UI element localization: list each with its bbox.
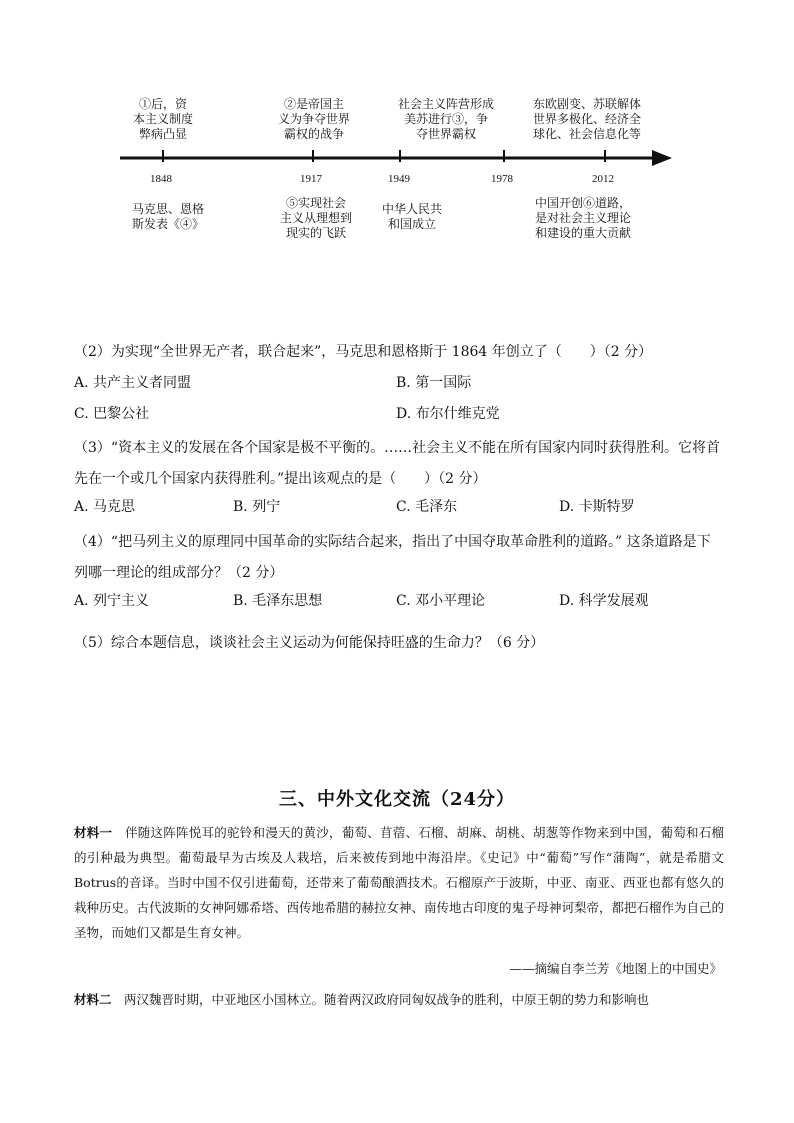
timeline-bottom-label-4: 中国开创⑥道路， 是对社会主义理论 和建设的重大贡献 bbox=[534, 196, 631, 240]
q4-option-b: B. 毛泽东思想 bbox=[233, 593, 323, 609]
timeline-year-1949: 1949 bbox=[388, 173, 410, 185]
timeline-arrow-icon bbox=[652, 150, 672, 166]
timeline-year-1848: 1848 bbox=[150, 173, 172, 185]
material-2-label: 材料二 bbox=[74, 992, 112, 1007]
question-2: （2）为实现“全世界无产者，联合起来”，马克思和恩格斯于 1864 年创立了（ ）（2 分） bbox=[74, 344, 653, 360]
material-1-source: ——摘编自李兰芳《地图上的中国史》 bbox=[509, 961, 722, 976]
timeline-bottom-label-3: 中华人民共 和国成立 bbox=[381, 202, 442, 231]
timeline-bottom-label-1: 马克思、恩格 斯发表《④》 bbox=[131, 202, 204, 231]
material-2 bbox=[74, 987, 724, 1012]
material-2-text: 两汉魏晋时期，中亚地区小国林立。随着两汉政府同匈奴战争的胜利，中原王朝的势力和影响也 bbox=[124, 992, 650, 1007]
q4-option-d: D. 科学发展观 bbox=[559, 593, 649, 609]
question-4: （4）“把马列主义的原理同中国革命的实际结合起来，指出了中国夺取革命胜利的道路。” 这条道路是下列哪一理论的组成部分？（2 分） bbox=[74, 534, 711, 581]
q3-option-c: C. 毛泽东 bbox=[396, 499, 458, 515]
q2-option-b: B. 第一国际 bbox=[396, 375, 472, 391]
timeline-top-label-4: 东欧剧变、苏联解体 世界多极化、经济全 球化、社会信息化等 bbox=[532, 97, 641, 141]
q3-option-a: A. 马克思 bbox=[74, 499, 136, 515]
timeline-year-2012: 2012 bbox=[592, 173, 614, 185]
q2-option-c: C. 巴黎公社 bbox=[74, 406, 150, 422]
q3-option-b: B. 列宁 bbox=[233, 499, 281, 515]
section-title: 三、中外文化交流（24分） bbox=[278, 789, 516, 810]
timeline-year-1978: 1978 bbox=[491, 173, 513, 185]
q2-option-d: D. 布尔什维克党 bbox=[396, 406, 500, 422]
q4-option-a: A. 列宁主义 bbox=[74, 593, 150, 609]
timeline-top-label-1: ①后，资 本主义制度 弊病凸显 bbox=[132, 97, 193, 141]
q3-option-d: D. 卡斯特罗 bbox=[559, 499, 635, 515]
timeline-top-label-2: ②是帝国主 义为争夺世界 霸权的战争 bbox=[277, 97, 350, 141]
q4-option-c: C. 邓小平理论 bbox=[396, 593, 486, 609]
material-1-label: 材料一 bbox=[74, 825, 113, 840]
timeline-bottom-label-2: ⑤实现社会 主义从理想到 现实的飞跃 bbox=[279, 196, 352, 240]
q2-option-a: A. 共产主义者同盟 bbox=[74, 375, 192, 391]
timeline-top-label-3: 社会主义阵营形成 美苏进行③，争 夺世界霸权 bbox=[397, 97, 494, 141]
question-5: （5）综合本题信息，谈谈社会主义运动为何能保持旺盛的生命力？（6 分） bbox=[74, 635, 545, 651]
material-1 bbox=[74, 820, 724, 945]
question-3: （3）“资本主义的发展在各个国家是极不平衡的。……社会主义不能在所有国家内同时获得胜利。它将首先在一个或几个国家内获得胜利。”提出该观点的是（ ）（2 分） bbox=[74, 440, 721, 487]
timeline-year-1917: 1917 bbox=[300, 173, 322, 185]
material-1-text: 伴随这阵阵悦耳的驼铃和漫天的黄沙，葡萄、苜蓿、石榴、胡麻、胡桃、胡葱等作物来到中国，葡萄和石榴的引种最为典型。葡萄最早为古埃及人栽培，后来被传到地中海沿岸。《史记》中“葡萄”写作“蒲陶”，就是希腊文Botrus的音译。当时中国不仅引进葡萄，还带来了葡萄酿酒技术。石榴原产于波斯，中亚、南亚、西亚也都有悠久的栽种历史。古代波斯的女神阿娜希塔、西传地希腊的赫拉女神、南传地古印度的鬼子母神诃梨帝，都把石榴作为自己的圣物，而她们又都是生育女神。 bbox=[74, 825, 725, 940]
